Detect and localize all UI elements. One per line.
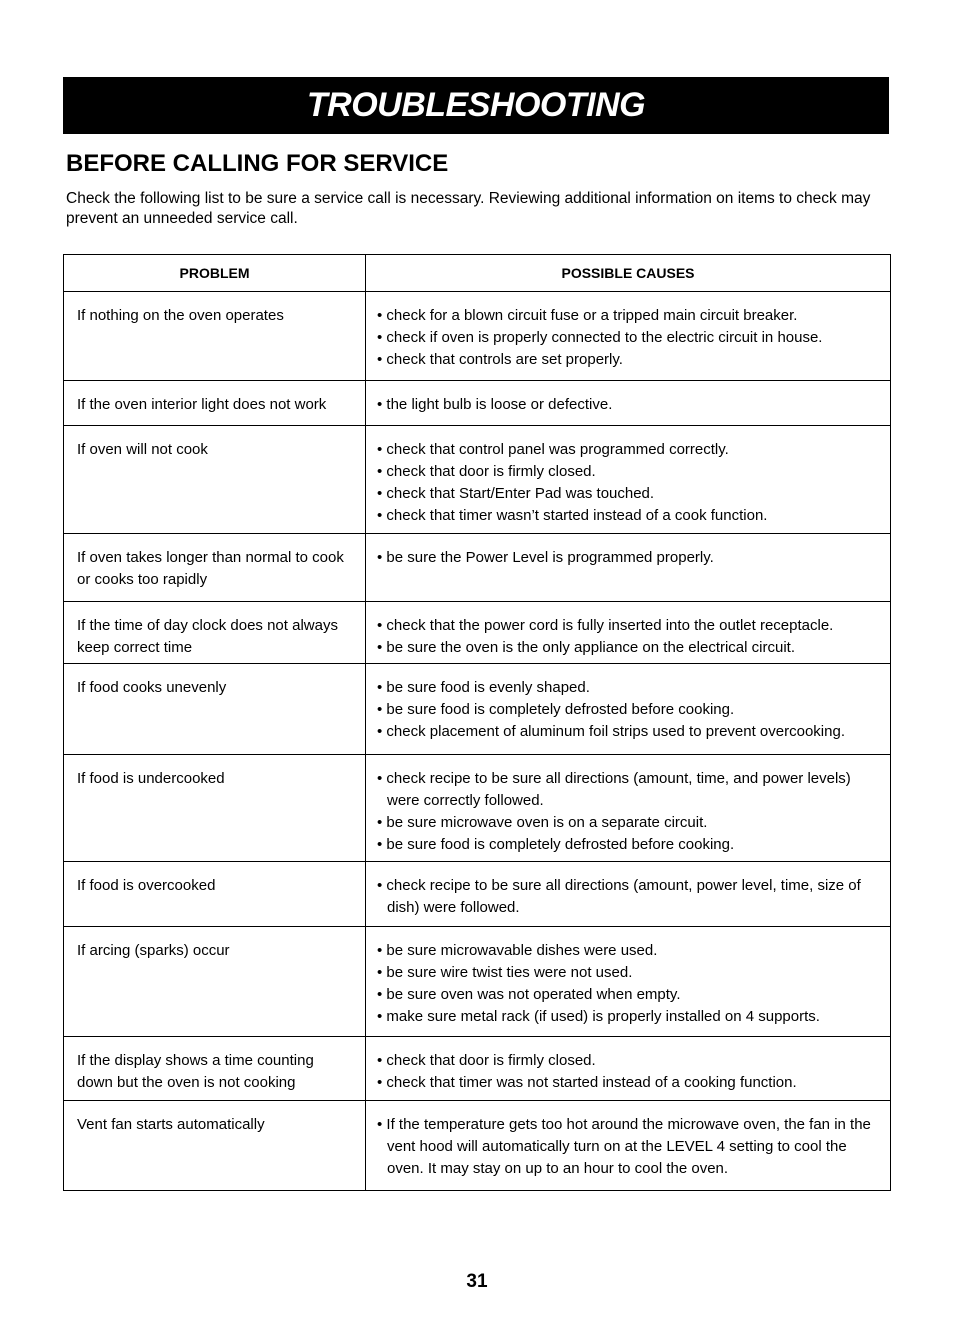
- causes-cell: [366, 664, 891, 755]
- troubleshooting-table: [63, 254, 891, 1191]
- cause-list: [377, 305, 884, 371]
- problem-cell: Vent fan starts automatically: [64, 1101, 366, 1191]
- problem-cell: If nothing on the oven operates: [64, 292, 366, 381]
- causes-cell: [366, 1037, 891, 1101]
- causes-cell: [366, 602, 891, 664]
- table-row: [64, 381, 891, 426]
- table-row: [64, 426, 891, 534]
- causes-cell: [366, 862, 891, 927]
- cause-item: • check that the power cord is fully inserted into the outlet receptacle.: [377, 615, 884, 637]
- table-row: [64, 755, 891, 862]
- table-header-row: [64, 255, 891, 292]
- problem-cell: If oven will not cook: [64, 426, 366, 534]
- page-number: 31: [466, 1271, 488, 1292]
- cause-item: • be sure wire twist ties were not used.: [377, 962, 884, 984]
- cause-item: • check placement of aluminum foil strips used to prevent overcooking.: [377, 721, 884, 743]
- problem-cell: If the oven interior light does not work: [64, 381, 366, 426]
- table-row: [64, 1037, 891, 1101]
- cause-item: • be sure oven was not operated when empty.: [377, 984, 884, 1006]
- problem-cell: If food cooks unevenly: [64, 664, 366, 755]
- causes-cell: [366, 534, 891, 602]
- problem-cell: If oven takes longer than normal to cook or cooks too rapidly: [64, 534, 366, 602]
- table-row: [64, 602, 891, 664]
- cause-item: • check that timer wasn’t started instead of a cook function.: [377, 505, 884, 527]
- cause-list: [377, 394, 884, 416]
- cause-list: [377, 940, 884, 1028]
- section-heading: BEFORE CALLING FOR SERVICE: [66, 150, 449, 177]
- page-title: TROUBLESHOOTING: [306, 86, 646, 124]
- table-row: [64, 534, 891, 602]
- causes-cell: [366, 381, 891, 426]
- causes-cell: [366, 426, 891, 534]
- table-row: [64, 292, 891, 381]
- cause-list: [377, 1114, 884, 1180]
- cause-item: • be sure food is completely defrosted before cooking.: [377, 834, 884, 856]
- intro-paragraph: Check the following list to be sure a service call is necessary. Reviewing additional information on items to check may prevent an unneeded service call.: [66, 190, 871, 227]
- cause-item: • be sure food is evenly shaped.: [377, 677, 884, 699]
- cause-item: • the light bulb is loose or defective.: [377, 394, 884, 416]
- problem-cell: If arcing (sparks) occur: [64, 927, 366, 1037]
- cause-item: • be sure the oven is the only appliance on the electrical circuit.: [377, 637, 884, 659]
- cause-item: • make sure metal rack (if used) is properly installed on 4 supports.: [377, 1006, 884, 1028]
- causes-cell: [366, 927, 891, 1037]
- cause-item: • check that Start/Enter Pad was touched.: [377, 483, 884, 505]
- cause-list: [377, 768, 884, 856]
- table-row: [64, 1101, 891, 1191]
- header-problem: PROBLEM: [64, 255, 366, 292]
- cause-item: • check that control panel was programmed correctly.: [377, 439, 884, 461]
- title-banner: [63, 77, 889, 134]
- cause-item: • check if oven is properly connected to the electric circuit in house.: [377, 327, 884, 349]
- problem-cell: If food is overcooked: [64, 862, 366, 927]
- cause-item: • check recipe to be sure all directions (amount, power level, time, size of dish) were followed.: [377, 875, 884, 919]
- header-possible-causes: POSSIBLE CAUSES: [366, 255, 891, 292]
- cause-item: • be sure microwavable dishes were used.: [377, 940, 884, 962]
- cause-list: [377, 439, 884, 527]
- table-row: [64, 664, 891, 755]
- table-row: [64, 927, 891, 1037]
- cause-list: [377, 875, 884, 919]
- causes-cell: [366, 755, 891, 862]
- cause-item: • be sure food is completely defrosted before cooking.: [377, 699, 884, 721]
- cause-item: • check that timer was not started instead of a cooking function.: [377, 1072, 884, 1094]
- problem-cell: If the display shows a time counting down but the oven is not cooking: [64, 1037, 366, 1101]
- cause-item: • check that controls are set properly.: [377, 349, 884, 371]
- cause-item: • be sure the Power Level is programmed properly.: [377, 547, 884, 569]
- cause-item: • check that door is firmly closed.: [377, 1050, 884, 1072]
- problem-cell: If the time of day clock does not always keep correct time: [64, 602, 366, 664]
- table-row: [64, 862, 891, 927]
- cause-item: • check recipe to be sure all directions (amount, time, and power levels) were correctly followed.: [377, 768, 884, 812]
- cause-item: • If the temperature gets too hot around the microwave oven, the fan in the vent hood will automatically turn on at the LEVEL 4 setting to cool the oven. It may stay on up to an hour to cool the oven.: [377, 1114, 884, 1180]
- cause-item: • be sure microwave oven is on a separate circuit.: [377, 812, 884, 834]
- causes-cell: [366, 292, 891, 381]
- cause-list: [377, 1050, 884, 1094]
- problem-cell: If food is undercooked: [64, 755, 366, 862]
- cause-item: • check for a blown circuit fuse or a tripped main circuit breaker.: [377, 305, 884, 327]
- cause-list: [377, 677, 884, 743]
- causes-cell: [366, 1101, 891, 1191]
- cause-list: [377, 615, 884, 659]
- cause-list: [377, 547, 884, 569]
- cause-item: • check that door is firmly closed.: [377, 461, 884, 483]
